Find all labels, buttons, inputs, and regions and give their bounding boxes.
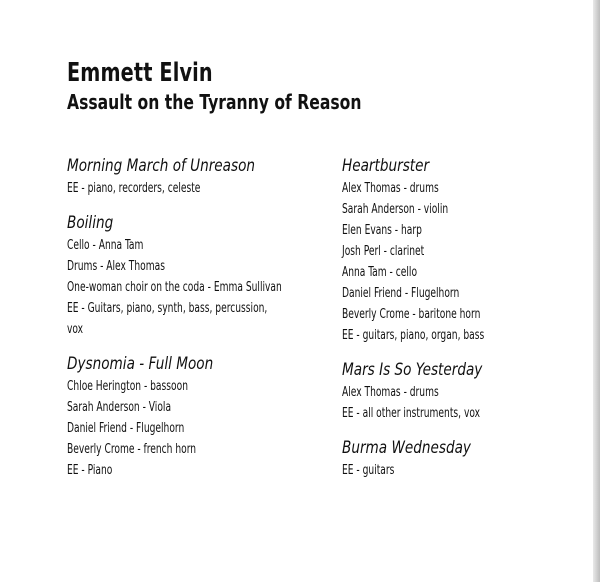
credit-line: Josh Perl - clarinet: [342, 244, 425, 259]
track-title: Heartburster: [342, 156, 430, 176]
track-credit-block: [342, 154, 524, 346]
credit-line: Cello - Anna Tam: [67, 238, 144, 253]
credit-line: EE - piano, recorders, celeste: [67, 181, 201, 196]
track-title: Dysnomia - Full Moon: [67, 354, 214, 374]
credit-line: Chloe Herington - bassoon: [67, 379, 188, 394]
credit-line: Anna Tam - cello: [342, 265, 418, 280]
credit-line: Alex Thomas - drums: [342, 385, 439, 400]
track-title: Boiling: [67, 213, 114, 233]
credit-line: Sarah Anderson - Viola: [67, 400, 172, 415]
credit-line: One-woman choir on the coda - Emma Sullivan: [67, 280, 282, 295]
right-credits-column: [342, 154, 524, 493]
credit-line: EE - Piano: [67, 463, 113, 478]
credit-line: Drums - Alex Thomas: [67, 259, 165, 274]
track-credit-block: [342, 436, 524, 481]
left-credits-column: [67, 154, 342, 493]
track-credit-block: [67, 154, 342, 199]
track-credit-block: [67, 352, 342, 481]
credit-line: Beverly Crome - baritone horn: [342, 307, 481, 322]
track-credit-block: [342, 358, 524, 424]
credit-line: EE - Guitars, piano, synth, bass, percussion,: [67, 301, 268, 316]
track-credit-block: [67, 211, 342, 340]
credit-line: Daniel Friend - Flugelhorn: [342, 286, 460, 301]
credit-line: Alex Thomas - drums: [342, 181, 439, 196]
credit-line: vox: [67, 322, 84, 337]
credit-line: Beverly Crome - french horn: [67, 442, 197, 457]
credit-line: EE - guitars: [342, 463, 395, 478]
credit-line: EE - all other instruments, vox: [342, 406, 481, 421]
credit-line: Elen Evans - harp: [342, 223, 422, 238]
credit-line: Sarah Anderson - violin: [342, 202, 449, 217]
album-title: Assault on the Tyranny of Reason: [67, 90, 362, 114]
artist-name: Emmett Elvin: [67, 58, 213, 88]
page-edge-shadow: [593, 0, 600, 582]
booklet-header: [67, 58, 445, 114]
credit-line: Daniel Friend - Flugelhorn: [67, 421, 185, 436]
track-title: Morning March of Unreason: [67, 156, 256, 176]
track-title: Mars Is So Yesterday: [342, 360, 483, 380]
track-title: Burma Wednesday: [342, 438, 471, 458]
credit-line: EE - guitars, piano, organ, bass: [342, 328, 485, 343]
